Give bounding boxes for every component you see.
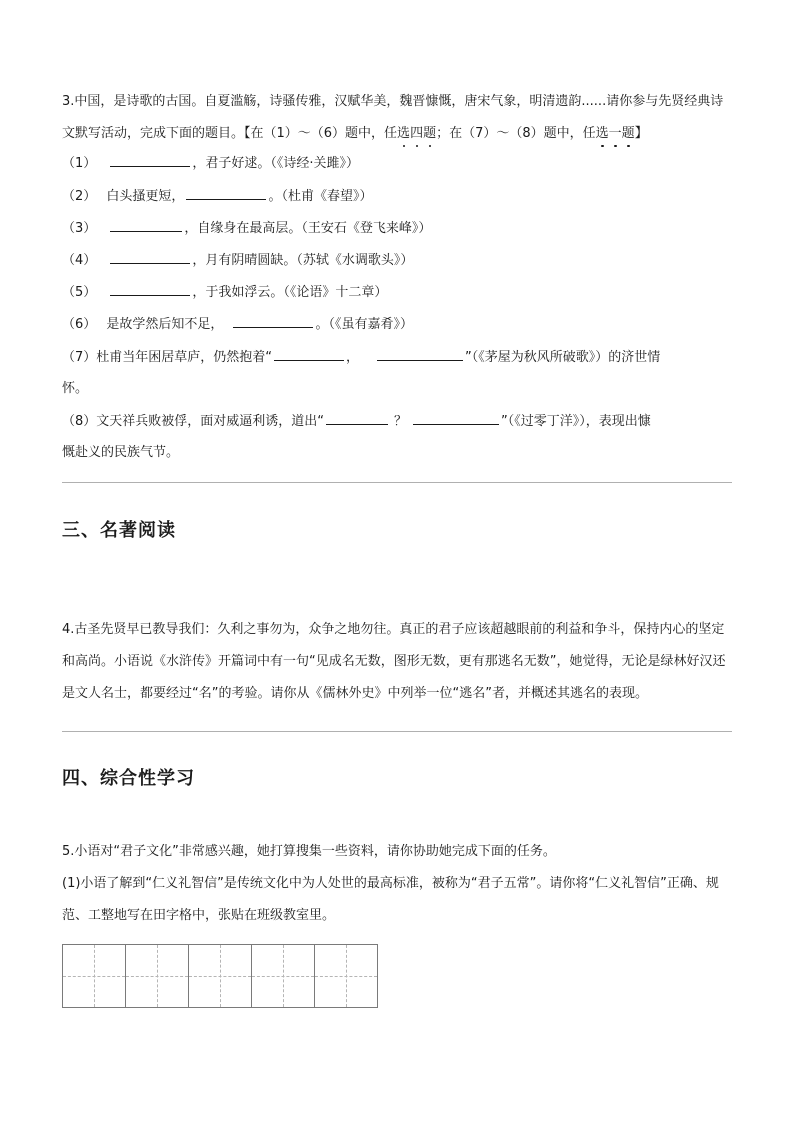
item-number: （1）: [62, 156, 97, 171]
q3-item-5: [62, 282, 387, 303]
item-text: ”（《过零丁洋》），表现出慷: [501, 414, 651, 429]
answer-blank[interactable]: [274, 347, 344, 361]
item-text: 白头搔更短，: [106, 189, 185, 204]
grid-cell[interactable]: [315, 945, 377, 1007]
q3-item-7-cont: [62, 379, 88, 399]
item-number: （2）: [62, 189, 97, 204]
q3-item-8-cont: [62, 443, 179, 463]
q3-item-7: [62, 347, 660, 368]
item-text: ，月有阴晴圆缺。（苏轼《水调歌头》）: [192, 253, 414, 268]
q3-item-6: [62, 314, 413, 335]
answer-blank[interactable]: [110, 153, 190, 167]
grid-cell[interactable]: [63, 945, 126, 1007]
q3-item-4: [62, 250, 413, 271]
item-text: 慨赴义的民族气节。: [62, 445, 180, 460]
answer-blank[interactable]: [110, 282, 190, 296]
q3-item-3: [62, 218, 431, 239]
answer-blank[interactable]: [377, 347, 463, 361]
item-number: （5）: [62, 285, 97, 300]
section-heading-3: 三、名著阅读: [62, 520, 176, 541]
q3-item-2: [62, 186, 372, 207]
q3-intro-text-a: 3.中国，是诗歌的古国。自夏滥觞，诗骚传雅，汉赋华美，魏晋慷慨，唐宋气象，明清遗韵......请你参与先贤经典诗文默写活动，完成下面的题目。【在（1）～（6）题中，任: [62, 94, 724, 141]
grid-cell[interactable]: [126, 945, 189, 1007]
answer-blank[interactable]: [233, 314, 313, 328]
item-text: 。（杜甫《春望》）: [268, 189, 373, 204]
item-number: （3）: [62, 221, 97, 236]
item-text: ，于我如浮云。（《论语》十二章）: [192, 285, 388, 300]
answer-blank[interactable]: [110, 250, 190, 264]
item-text: ，: [346, 350, 360, 365]
item-text: 怀。: [62, 381, 89, 396]
grid-cell[interactable]: [252, 945, 315, 1007]
item-text: 是故学然后知不足，: [106, 317, 224, 332]
tianzige-grid[interactable]: [62, 944, 378, 1008]
item-text: 。（《虽有嘉肴》）: [315, 317, 413, 332]
grid-cell[interactable]: [189, 945, 252, 1007]
section-divider: [62, 482, 732, 483]
q3-intro: [62, 86, 732, 150]
section-divider: [62, 731, 732, 732]
q5-intro: 5.小语对“君子文化”非常感兴趣，她打算搜集一些资料，请你协助她完成下面的任务。: [62, 844, 556, 859]
q3-intro-emphasis-2: 选一题: [595, 126, 635, 141]
item-number: （4）: [62, 253, 97, 268]
q3-intro-emphasis-1: 选四题: [397, 126, 437, 141]
q3-intro-text-c: 】: [634, 126, 648, 141]
q4-text: 4.古圣先贤早已教导我们：久利之事勿为，众争之地勿往。真正的君子应该超越眼前的利益和争斗，保持内心的坚定和高尚。小语说《水浒传》开篇词中有一句“见成名无数，图形无数，更有那逃名无数”，她觉得，无论是绿林好汉还是文人名士，都要经过“名”的考验。请你从《儒林外史》中列举一位“逃名”者，并概述其逃名的表现。: [62, 622, 726, 701]
answer-blank[interactable]: [186, 186, 266, 200]
item-text: ”（《茅屋为秋风所破歌》）的济世情: [465, 350, 661, 365]
answer-blank[interactable]: [413, 411, 499, 425]
item-number: （6）: [62, 317, 97, 332]
q3-intro-text-b: ；在（7）～（8）题中，任: [436, 126, 596, 141]
q5-sub1: (1)小语了解到“仁义礼智信”是传统文化中为人处世的最高标准，被称为“君子五常”。请你将“仁义礼智信”正确、规范、工整地写在田字格中，张贴在班级教室里。: [62, 876, 719, 923]
item-text: （8）文天祥兵败被俘，面对威逼利诱，道出“: [62, 414, 325, 429]
q3-item-1: [62, 153, 359, 174]
item-text: ，君子好逑。（《诗经·关雎》）: [192, 156, 360, 171]
section-heading-4: 四、综合性学习: [62, 768, 195, 789]
item-text: ？: [394, 414, 408, 429]
item-text: ，自缘身在最高层。（王安石《登飞来峰》）: [184, 221, 432, 236]
item-text: （7）杜甫当年困居草庐，仍然抱着“: [62, 350, 273, 365]
answer-blank[interactable]: [326, 411, 388, 425]
answer-blank[interactable]: [110, 218, 182, 232]
q3-item-8: [62, 411, 651, 432]
